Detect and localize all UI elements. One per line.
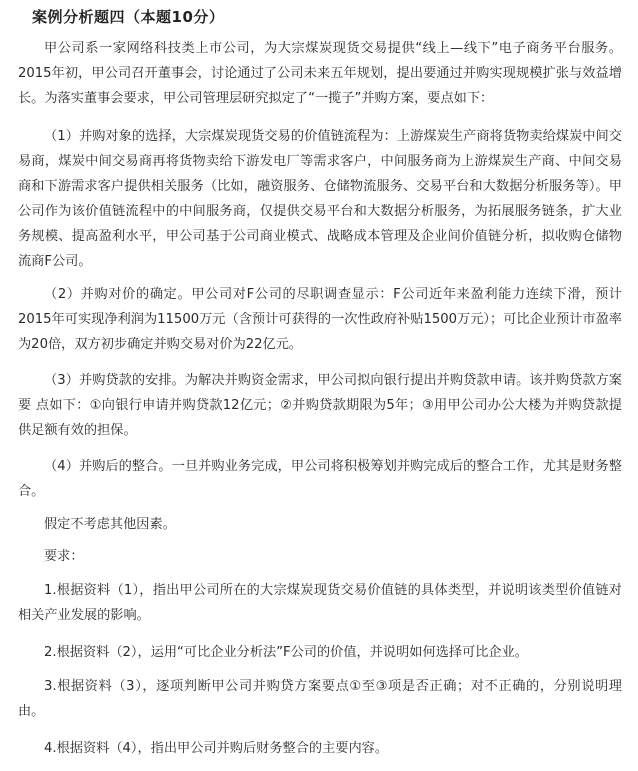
intro-paragraph: 甲公司系一家网络科技类上市公司，为大宗煤炭现货交易提供“线上—线下”电子商务平台服务。2015年初，甲公司召开董事会，讨论通过了公司未来五年规划，提出要通过并购实现规模扩张与效益增长。为落实董事会要求，甲公司管理层研究拟定了“一揽子”并购方案，要点如下： xyxy=(18,41,622,106)
requirement-2: 2.根据资料（2），运用“可比企业分析法”F公司的价值，并说明如何选择可比企业。 xyxy=(44,645,528,660)
material-2-paragraph: （2）并购对价的确定。甲公司对F公司的尽职调查显示：F公司近年来盈利能力连续下滑，预计2015年可实现净利润为11500万元（含预计可获得的一次性政府补贴1500万元）；可比企业预计市盈率为20倍，双方初步确定并购交易对价为22亿元。 xyxy=(18,287,622,352)
material-3-paragraph: （3）并购贷款的安排。为解决并购资金需求，甲公司拟向银行提出并购贷款申请。该并购贷款方案要 点如下：①向银行申请并购贷款12亿元；②并购贷款期限为5年；③用甲公司办公大楼为并购贷款提供足额有效的担保。 xyxy=(18,373,622,438)
requirement-4: 4.根据资料（4），指出甲公司并购后财务整合的主要内容。 xyxy=(44,741,389,756)
material-1-paragraph: （1）并购对象的选择，大宗煤炭现货交易的价值链流程为：上游煤炭生产商将货物卖给煤炭中间交易商，煤炭中间交易商再将货物卖给下游发电厂等需求客户，中间服务商为上游煤炭生产商、中间交易商和下游需求客户提供相关服务（比如，融资服务、仓储物流服务、交易平台和大数据分析服务等）。甲公司作为该价值链流程中的中间服务商，仅提供交易平台和大数据分析服务，为拓展服务链条，扩大业务规模、提高盈利水平，甲公司基于公司商业模式、战略成本管理及企业间价值链分析，拟收购仓储物流商F公司。 xyxy=(18,129,622,269)
assumption-text: 假定不考虑其他因素。 xyxy=(44,517,176,532)
material-4-paragraph: （4）并购后的整合。一旦并购业务完成，甲公司将积极筹划并购完成后的整合工作，尤其是财务整合。 xyxy=(18,459,622,499)
requirement-3: 3.根据资料（3），逐项判断甲公司并购贷方案要点①至③项是否正确；对不正确的，分别说明理由。 xyxy=(18,679,622,719)
question-title: 案例分析题四（本题10分） xyxy=(32,8,225,26)
requirement-1: 1.根据资料（1），指出甲公司所在的大宗煤炭现货交易价值链的具体类型，并说明该类型价值链对相关产业发展的影响。 xyxy=(18,583,622,623)
requirements-heading: 要求： xyxy=(44,549,84,564)
